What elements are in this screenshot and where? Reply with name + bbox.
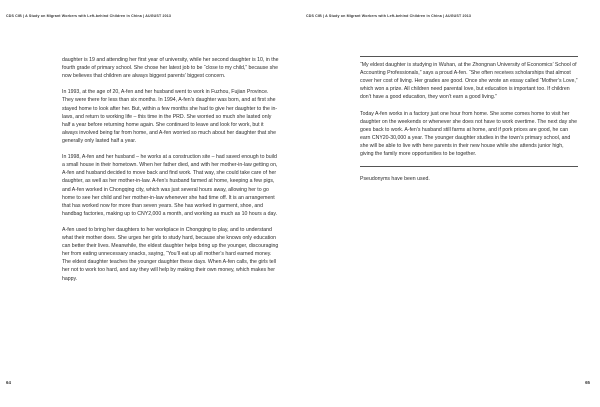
- page-number-left: 64: [6, 380, 11, 385]
- footnote: Pseudonyms have been used.: [360, 176, 430, 183]
- top-divider: [360, 56, 578, 57]
- body-paragraph: A-fen used to bring her daughters to her workplace in Chongqing to play, and to understand what their mother does. She urges her girls to study hard, because she knows only education can better their lives. Meanwhile, the eldest daughter helps bring up the younger, discouraging her from eating unnecessary snacks, saying, “You’ll eat up all mother’s hard earned money. The eldest daughter teaches the younger daughter these days. When A-fen calls, the girls tell her not to work too hard, and say they will help by making their own money, which makes her happy.: [62, 226, 279, 282]
- footnote-divider: [360, 166, 578, 167]
- body-paragraph: In 1993, at the age of 20, A-fen and her husband went to work in Fuzhou, Fujian Province. They were there for less than six months. In 1994, A-fen’s daughter was born, and at first she stayed home to look after her. But, within a few months she had to give her daughter to the in-laws, and return to working life – this time in the PRD. She worried so much she lasted only half a year before returning home again. She continued to leave and look for work, but it always involved being far from home, and A-fen worried so much about her daughter that she generally only lasted half a year.: [62, 89, 278, 144]
- right-text-column: [360, 56, 578, 191]
- running-header-left: CDS CIB | A Study on Migrant Workers with Left-behind Children in China | AUGUST 2013: [6, 14, 172, 18]
- right-page: [300, 0, 600, 407]
- page-number-right: 65: [585, 380, 590, 385]
- body-paragraph: In 1998, A-fen and her husband – he works at a construction site – had saved enough to build a small house in their hometown. When her father died, and with her mother-in-law getting on, A-fen and husband decided to move back and find work. That way, she could take care of her daughter, as well as her mother-in-law. A-fen’s husband farmed at home, keeping a few pigs, and A-fen worked in Chongqing city, which was just several hours away, allowing her to go home to see her child and her mother-in-law whenever she had time off. It is an arrangement that has worked now for more than seven years. She has worked in garment, shoe, and handbag factories, making up to CNY2,000 a month, and working as much as 10 hours a day.: [62, 154, 278, 217]
- body-paragraph: daughter is 19 and attending her first year of university, while her second daughter is 10, in the fourth grade of primary school. She chose her latest job to be “close to my child,” because she now believes that children are always biggest parents’ biggest concern.: [62, 57, 279, 80]
- body-paragraph: “My eldest daughter is studying in Wuhan, at the Zhongnan University of Economics’ School of Accounting Professionals,” says a proud A-fen. “She often receives scholarships that almost cover her cost of living. Her grades are good. Once she wrote an essay called “Mother’s Love,” which won a prize. All children need parental love, but education is important too. If children don’t have a good education, they won’t earn a good living.”: [360, 62, 578, 101]
- running-header-right: CDS CIB | A Study on Migrant Workers with Left-behind Children in China | AUGUST 2013: [306, 14, 472, 18]
- left-text-column: [62, 56, 280, 291]
- body-paragraph: Today A-fen works in a factory just one hour from home. She some comes home to visit her daughter on the weekends or whenever she does not have to work overtime. The next day she goes back to work. A-fen’s husband still farms at home, and if pork prices are good, he can earn CNY20-30,000 a year. The younger daughter studies in the town’s primary school, and she will be able to live with here parents in their new house while she attends junior high, giving the family more opportunities to be together.: [360, 110, 578, 158]
